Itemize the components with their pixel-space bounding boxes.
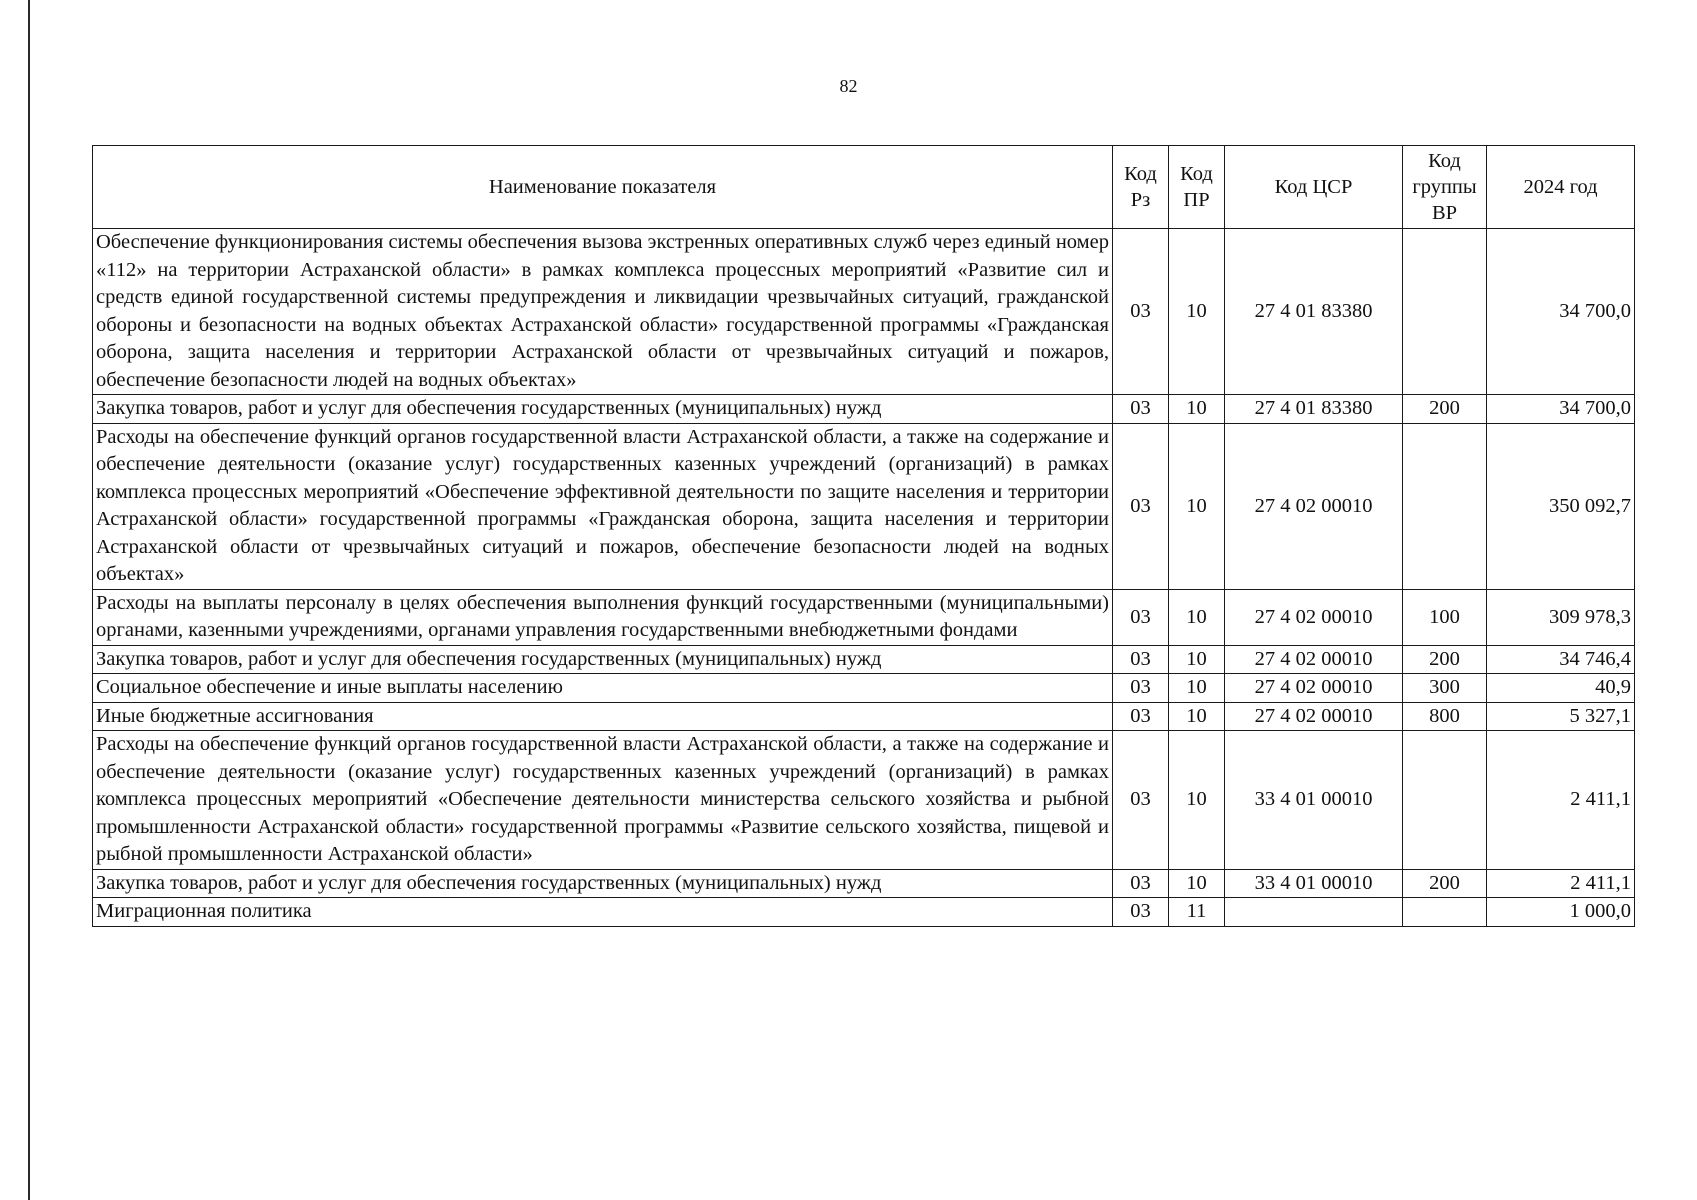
row-name: Закупка товаров, работ и услуг для обеспечения государственных (муниципальных) нужд [93,395,1113,424]
table-row [93,645,1635,674]
row-sum: 34 746,4 [1487,645,1635,674]
row-rz: 03 [1113,898,1169,927]
row-name: Расходы на обеспечение функций органов государственной власти Астраханской области, а также на содержание и обеспечение деятельности (оказание услуг) государственных казенных учреждений (организаций) в рамках комплекса процессных мероприятий «Обеспечение деятельности министерства сельского хозяйства и рыбной промышленности Астраханской области» государственной программы «Развитие сельского хозяйства, пищевой и рыбной промышленности Астраханской области» [93,731,1113,870]
row-rz: 03 [1113,229,1169,395]
page-number: 82 [839,76,858,96]
row-rz: 03 [1113,702,1169,731]
row-sum: 5 327,1 [1487,702,1635,731]
row-pr: 10 [1169,869,1225,898]
row-vr: 200 [1403,869,1487,898]
row-pr: 10 [1169,423,1225,589]
row-rz: 03 [1113,869,1169,898]
table-header-row [93,146,1635,229]
table-row [93,898,1635,927]
table-row [93,869,1635,898]
row-csr: 33 4 01 00010 [1225,731,1403,870]
row-pr: 10 [1169,589,1225,645]
row-rz: 03 [1113,395,1169,424]
row-pr: 10 [1169,645,1225,674]
row-vr: 200 [1403,395,1487,424]
row-csr: 27 4 02 00010 [1225,423,1403,589]
row-pr: 10 [1169,702,1225,731]
row-sum: 40,9 [1487,674,1635,703]
row-vr [1403,423,1487,589]
row-name: Иные бюджетные ассигнования [93,702,1113,731]
table-row [93,674,1635,703]
row-name: Миграционная политика [93,898,1113,927]
row-csr: 27 4 02 00010 [1225,645,1403,674]
row-pr: 10 [1169,731,1225,870]
row-rz: 03 [1113,423,1169,589]
table-row [93,229,1635,395]
binding-edge-line [28,0,30,1200]
row-rz: 03 [1113,731,1169,870]
row-rz: 03 [1113,589,1169,645]
row-vr: 100 [1403,589,1487,645]
row-sum: 1 000,0 [1487,898,1635,927]
header-name: Наименование показателя [93,146,1113,229]
row-pr: 11 [1169,898,1225,927]
row-sum: 34 700,0 [1487,395,1635,424]
row-vr [1403,229,1487,395]
row-name: Обеспечение функционирования системы обеспечения вызова экстренных оперативных служб через единый номер «112» на территории Астраханской области» в рамках комплекса процессных мероприятий «Развитие сил и средств единой государственной системы предупреждения и ликвидации чрезвычайных ситуаций, гражданской обороны и безопасности на водных объектах Астраханской области» государственной программы «Гражданская оборона, защита населения и территории Астраханской области от чрезвычайных ситуаций и пожаров, обеспечение безопасности людей на водных объектах» [93,229,1113,395]
row-sum: 350 092,7 [1487,423,1635,589]
row-name: Закупка товаров, работ и услуг для обеспечения государственных (муниципальных) нужд [93,645,1113,674]
row-vr [1403,731,1487,870]
row-pr: 10 [1169,395,1225,424]
header-year: 2024 год [1487,146,1635,229]
row-csr: 33 4 01 00010 [1225,869,1403,898]
row-sum: 2 411,1 [1487,731,1635,870]
row-vr: 800 [1403,702,1487,731]
row-csr: 27 4 02 00010 [1225,589,1403,645]
row-name: Расходы на выплаты персоналу в целях обеспечения выполнения функций государственными (муниципальными) органами, казенными учреждениями, органами управления государственными внебюджетными фондами [93,589,1113,645]
row-pr: 10 [1169,229,1225,395]
row-name: Закупка товаров, работ и услуг для обеспечения государственных (муниципальных) нужд [93,869,1113,898]
header-pr: Код ПР [1169,146,1225,229]
row-csr: 27 4 02 00010 [1225,702,1403,731]
budget-table [92,145,1635,927]
header-rz: Код Рз [1113,146,1169,229]
row-vr [1403,898,1487,927]
row-name: Социальное обеспечение и иные выплаты населению [93,674,1113,703]
row-vr: 200 [1403,645,1487,674]
row-csr: 27 4 02 00010 [1225,674,1403,703]
table-row [93,731,1635,870]
row-csr: 27 4 01 83380 [1225,229,1403,395]
header-csr: Код ЦСР [1225,146,1403,229]
row-pr: 10 [1169,674,1225,703]
row-name: Расходы на обеспечение функций органов государственной власти Астраханской области, а также на содержание и обеспечение деятельности (оказание услуг) государственных казенных учреждений (организаций) в рамках комплекса процессных мероприятий «Обеспечение эффективной деятельности по защите населения и территории Астраханской области» государственной программы «Гражданская оборона, защита населения и территории Астраханской области от чрезвычайных ситуаций и пожаров, обеспечение безопасности людей на водных объектах» [93,423,1113,589]
table-row [93,423,1635,589]
table-row [93,395,1635,424]
row-sum: 2 411,1 [1487,869,1635,898]
row-rz: 03 [1113,674,1169,703]
table-row [93,702,1635,731]
row-rz: 03 [1113,645,1169,674]
row-sum: 34 700,0 [1487,229,1635,395]
row-vr: 300 [1403,674,1487,703]
row-csr: 27 4 01 83380 [1225,395,1403,424]
row-sum: 309 978,3 [1487,589,1635,645]
table-row [93,589,1635,645]
header-vr: Код группы ВР [1403,146,1487,229]
row-csr [1225,898,1403,927]
